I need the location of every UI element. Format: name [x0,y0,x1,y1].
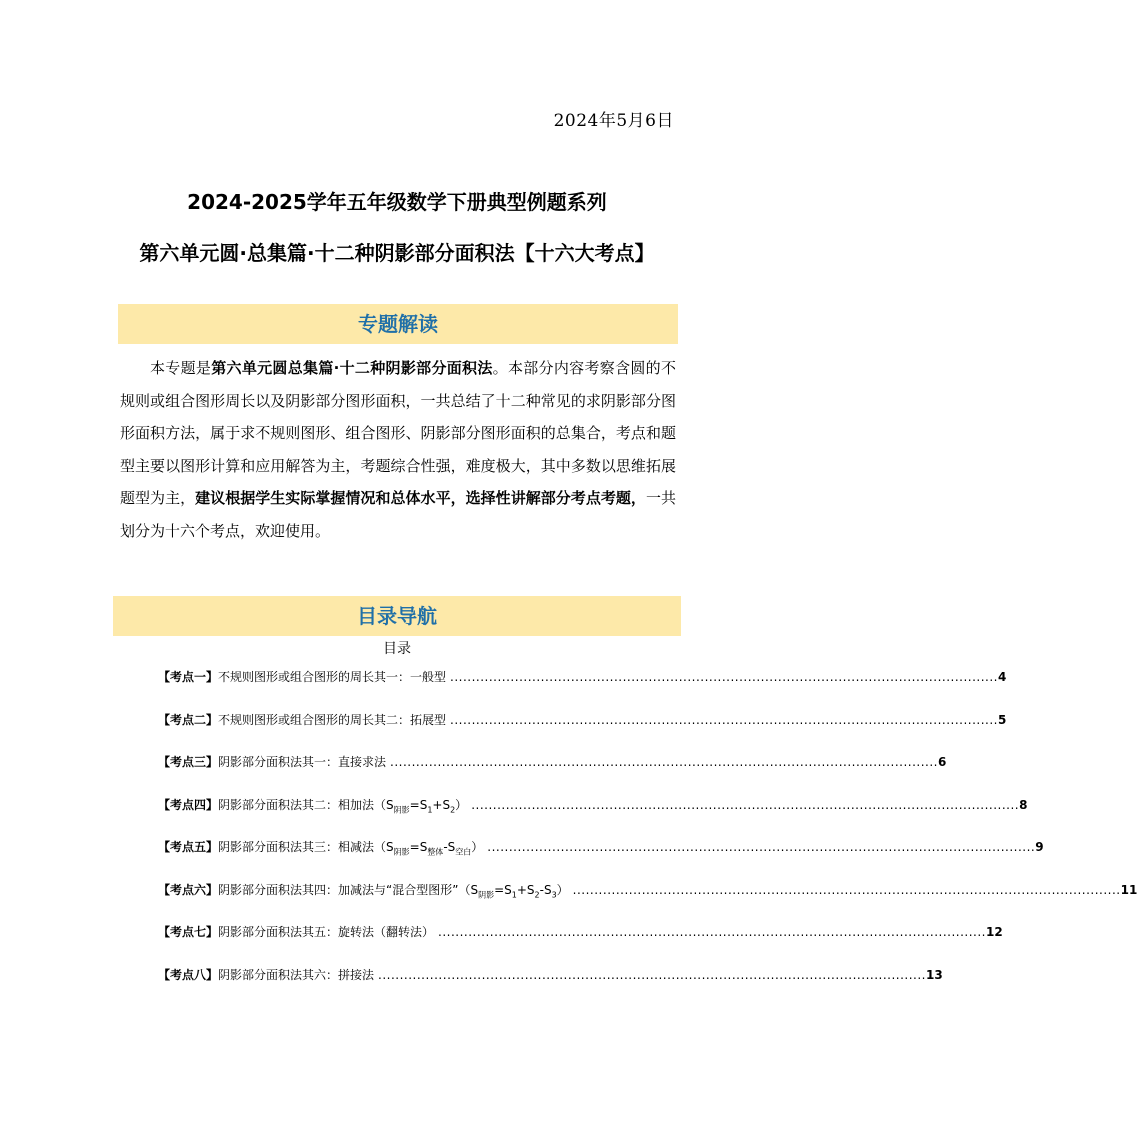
toc-key: 【考点七】 [158,925,219,939]
toc-page-number: 4 [997,670,1007,684]
toc-page-number: 13 [925,967,943,982]
toc-text: ） [455,797,468,812]
toc-text: -S [539,882,552,897]
toc-subscript: 3 [551,889,557,899]
toc-entry-2[interactable] [158,709,1007,752]
intro-text-a: 本专题是 [150,359,212,377]
intro-section-heading: 专题解读 [118,304,678,344]
toc-leader-dots: ............................................................................................................................... [487,840,1036,854]
toc-text: ） [471,840,484,854]
intro-text-e: 一共划分为十六个考点，欢迎使用。 [120,489,676,540]
toc-text: 阴影部分面积法其三：相减法（S [218,840,394,854]
toc-text: =S [494,882,512,897]
intro-text-b: 第六单元圆总集篇·十二种阴影部分面积法 [211,359,493,377]
toc-text: +S [516,882,535,897]
toc-page-number: 9 [1035,840,1044,854]
sub-title: 第六单元圆·总集篇·十二种阴影部分面积法【十六大考点】 [139,241,655,265]
toc-subscript: 空白 [455,847,472,857]
toc-text: 不规则图形或组合图形的周长其二：拓展型 [218,712,447,727]
toc-page-number: 5 [997,712,1007,727]
toc-text: =S [409,840,428,854]
toc-entry-7[interactable] [158,921,1003,964]
toc-key: 【考点四】 [158,797,219,812]
toc-text: 阴影部分面积法其六：拼接法 [218,967,375,982]
toc-key: 【考点三】 [158,755,219,769]
toc-entry-3[interactable] [158,751,947,794]
toc-text: 阴影部分面积法其一：直接求法 [218,755,387,769]
toc-page-number: 12 [985,925,1003,939]
toc-label: 目录 [383,641,411,657]
toc-entry-5[interactable] [158,836,1044,879]
toc-key: 【考点六】 [158,882,219,897]
toc-subscript: 2 [450,804,456,814]
toc-subscript: 阴影 [393,804,410,814]
toc-entry-1[interactable] [158,666,1007,709]
toc-text: 阴影部分面积法其二：相加法（S [218,797,394,812]
toc-entry-6[interactable] [158,879,1137,922]
toc-key: 【考点五】 [158,840,219,854]
toc-subscript: 阴影 [393,847,410,857]
toc-key: 【考点一】 [158,670,219,684]
toc-subscript: 2 [534,889,540,899]
toc-leader-dots: ............................................................................................................................... [450,670,998,684]
toc-page-number: 6 [937,755,947,769]
toc-leader-dots: ............................................................................................................................... [438,925,986,939]
toc-page-number: 11 [1120,882,1137,897]
main-title: 2024-2025学年五年级数学下册典型例题系列 [187,190,607,214]
intro-paragraph [120,352,676,547]
intro-text-d: 建议根据学生实际掌握情况和总体水平，选择性讲解部分考点考题， [195,489,646,507]
toc-leader-dots: ............................................................................................................................... [471,797,1020,812]
toc-text: 不规则图形或组合图形的周长其一：一般型 [218,670,447,684]
toc-leader-dots: ............................................................................................................................... [378,967,926,982]
intro-text-c: 。本部分内容考察含圆的不规则或组合图形周长以及阴影部分图形面积，一共总结了十二种常见的求阴影部分图形面积方法，属于求不规则图形、组合图形、阴影部分图形面积的总集合，考点和题型主要以图形计算和应用解答为主，考题综合性强，难度极大，其中多数以思维拓展题型为主， [120,359,676,507]
toc-subscript: 1 [511,889,517,899]
toc-leader-dots: ............................................................................................................................... [572,882,1121,897]
toc-text: 阴影部分面积法其五：旋转法（翻转法） [218,925,435,939]
toc-leader-dots: ............................................................................................................................... [450,712,998,727]
toc-section-heading: 目录导航 [113,596,681,636]
document-date: 2024年5月6日 [553,111,674,131]
toc-text: =S [409,797,428,812]
toc-subscript: 1 [427,804,433,814]
toc-page-number: 8 [1019,797,1028,812]
toc-text: ） [556,882,569,897]
toc-text: 阴影部分面积法其四：加减法与“混合型图形”（S [218,882,479,897]
table-of-contents [158,666,1137,1006]
toc-key: 【考点八】 [158,967,219,982]
toc-entry-8[interactable] [158,964,943,1007]
toc-text: -S [443,840,456,854]
toc-subscript: 阴影 [478,889,495,899]
toc-key: 【考点二】 [158,712,219,727]
toc-subscript: 整体 [427,847,444,857]
toc-entry-4[interactable] [158,794,1028,837]
toc-leader-dots: ............................................................................................................................... [390,755,938,769]
toc-text: +S [432,797,451,812]
